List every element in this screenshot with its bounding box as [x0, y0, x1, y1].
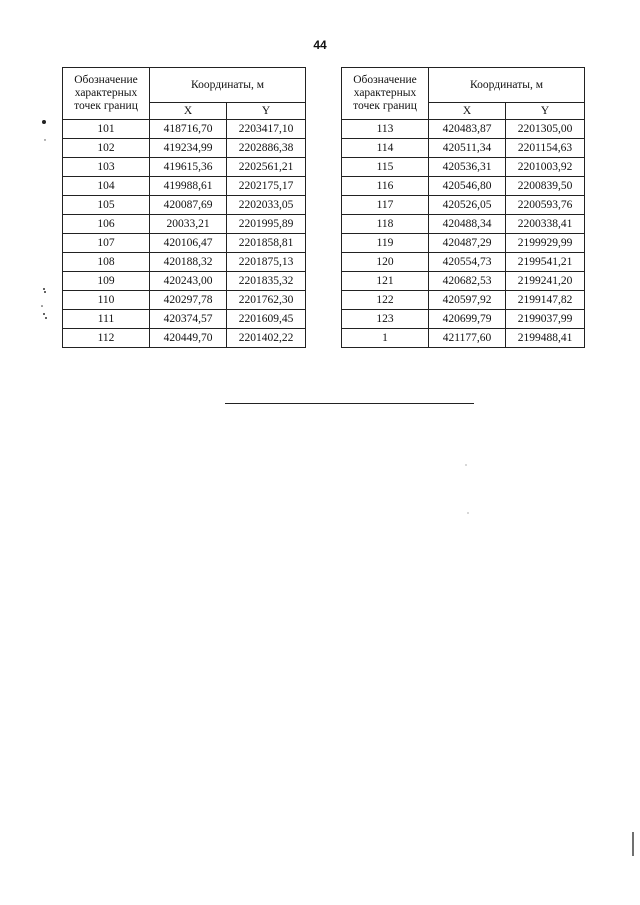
table-row [63, 158, 306, 177]
point-cell: 114 [342, 139, 429, 158]
x-cell: 420487,29 [429, 234, 506, 253]
point-cell: 110 [63, 291, 150, 310]
y-cell: 2199929,99 [506, 234, 585, 253]
y-cell: 2199241,20 [506, 272, 585, 291]
point-cell: 102 [63, 139, 150, 158]
x-cell: 420526,05 [429, 196, 506, 215]
table-row [342, 215, 585, 234]
designation-header: Обозначение характерных точек границ [342, 68, 429, 120]
y-cell: 2202175,17 [227, 177, 306, 196]
x-cell: 420488,34 [429, 215, 506, 234]
table-row [63, 253, 306, 272]
point-cell: 112 [63, 329, 150, 348]
table-row [342, 234, 585, 253]
y-cell: 2201875,13 [227, 253, 306, 272]
table-row [342, 253, 585, 272]
point-cell: 122 [342, 291, 429, 310]
point-cell: 105 [63, 196, 150, 215]
point-cell: 103 [63, 158, 150, 177]
point-cell: 123 [342, 310, 429, 329]
y-cell: 2200593,76 [506, 196, 585, 215]
x-cell: 420682,53 [429, 272, 506, 291]
point-cell: 118 [342, 215, 429, 234]
table-row [63, 215, 306, 234]
horizontal-rule [225, 403, 474, 404]
y-cell: 2201154,63 [506, 139, 585, 158]
table-row [342, 158, 585, 177]
y-cell: 2201305,00 [506, 120, 585, 139]
y-header: Y [227, 103, 306, 120]
table-row [63, 272, 306, 291]
y-cell: 2200338,41 [506, 215, 585, 234]
x-cell: 420554,73 [429, 253, 506, 272]
point-cell: 106 [63, 215, 150, 234]
x-cell: 420597,92 [429, 291, 506, 310]
table-row [63, 177, 306, 196]
table-row [342, 120, 585, 139]
table-row [63, 291, 306, 310]
x-cell: 420188,32 [150, 253, 227, 272]
page-number: 44 [313, 38, 327, 52]
point-cell: 108 [63, 253, 150, 272]
table-row [63, 196, 306, 215]
x-cell: 420483,87 [429, 120, 506, 139]
y-cell: 2199037,99 [506, 310, 585, 329]
x-cell: 420243,00 [150, 272, 227, 291]
coordinates-table-right [341, 67, 585, 348]
point-cell: 115 [342, 158, 429, 177]
x-header: X [150, 103, 227, 120]
table-row [342, 177, 585, 196]
x-cell: 420449,70 [150, 329, 227, 348]
y-cell: 2201609,45 [227, 310, 306, 329]
x-cell: 420374,57 [150, 310, 227, 329]
table-row [63, 329, 306, 348]
y-cell: 2201402,22 [227, 329, 306, 348]
y-cell: 2200839,50 [506, 177, 585, 196]
y-cell: 2199541,21 [506, 253, 585, 272]
point-cell: 116 [342, 177, 429, 196]
point-cell: 107 [63, 234, 150, 253]
table-row [342, 139, 585, 158]
x-header: X [429, 103, 506, 120]
point-cell: 119 [342, 234, 429, 253]
point-cell: 111 [63, 310, 150, 329]
x-cell: 420699,79 [429, 310, 506, 329]
y-cell: 2201762,30 [227, 291, 306, 310]
table-row [342, 310, 585, 329]
y-cell: 2201003,92 [506, 158, 585, 177]
table-row [63, 310, 306, 329]
x-cell: 418716,70 [150, 120, 227, 139]
point-cell: 121 [342, 272, 429, 291]
point-cell: 120 [342, 253, 429, 272]
y-cell: 2201858,81 [227, 234, 306, 253]
y-cell: 2203417,10 [227, 120, 306, 139]
x-cell: 419615,36 [150, 158, 227, 177]
table-row [63, 139, 306, 158]
y-header: Y [506, 103, 585, 120]
x-cell: 419988,61 [150, 177, 227, 196]
y-cell: 2201835,32 [227, 272, 306, 291]
table-row [63, 120, 306, 139]
y-cell: 2199488,41 [506, 329, 585, 348]
point-cell: 113 [342, 120, 429, 139]
table-row [342, 272, 585, 291]
x-cell: 420106,47 [150, 234, 227, 253]
x-cell: 420087,69 [150, 196, 227, 215]
table-row [342, 196, 585, 215]
x-cell: 420546,80 [429, 177, 506, 196]
point-cell: 117 [342, 196, 429, 215]
y-cell: 2199147,82 [506, 291, 585, 310]
point-cell: 101 [63, 120, 150, 139]
point-cell: 104 [63, 177, 150, 196]
x-cell: 420536,31 [429, 158, 506, 177]
y-cell: 2201995,89 [227, 215, 306, 234]
y-cell: 2202033,05 [227, 196, 306, 215]
designation-header: Обозначение характерных точек границ [63, 68, 150, 120]
x-cell: 419234,99 [150, 139, 227, 158]
table-row [342, 329, 585, 348]
x-cell: 420297,78 [150, 291, 227, 310]
table-row [342, 291, 585, 310]
point-cell: 1 [342, 329, 429, 348]
table-row [63, 234, 306, 253]
x-cell: 420511,34 [429, 139, 506, 158]
y-cell: 2202886,38 [227, 139, 306, 158]
y-cell: 2202561,21 [227, 158, 306, 177]
point-cell: 109 [63, 272, 150, 291]
coordinates-header: Координаты, м [150, 68, 306, 103]
x-cell: 20033,21 [150, 215, 227, 234]
coordinates-table-left [62, 67, 306, 348]
x-cell: 421177,60 [429, 329, 506, 348]
coordinates-header: Координаты, м [429, 68, 585, 103]
